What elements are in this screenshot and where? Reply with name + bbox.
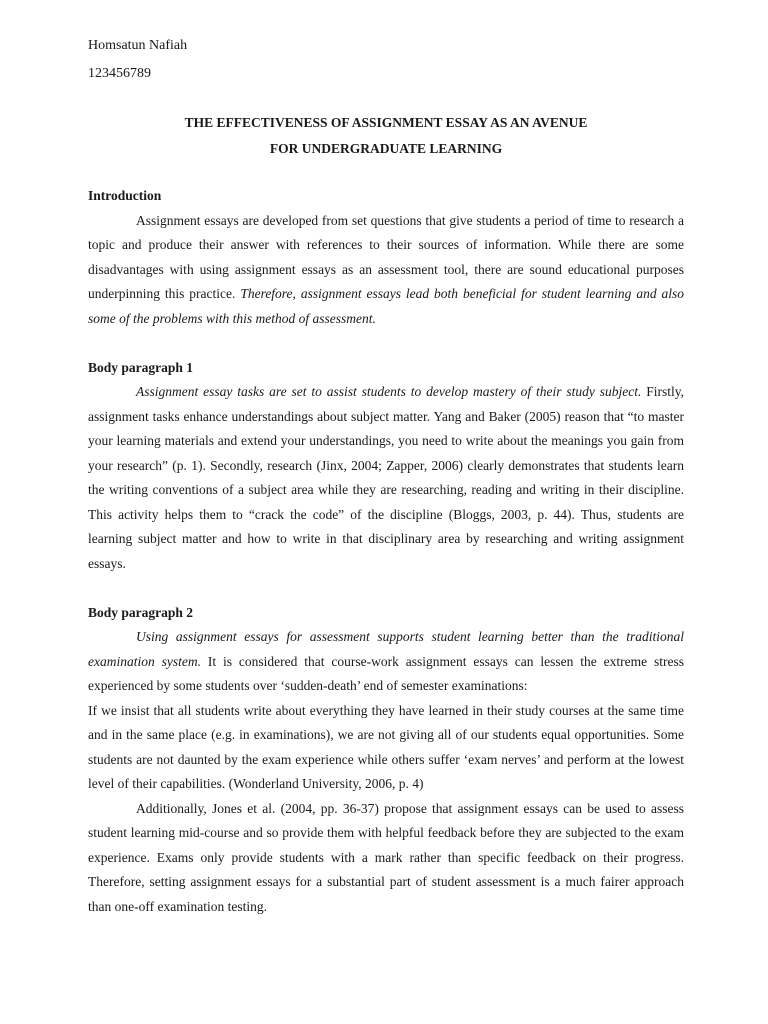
body-paragraph-1-text: Firstly, assignment tasks enhance understandings about subject matter. Yang and Baker (2005) reason that “to master your learning materials and extend your understandings, you need to write about the meanings you gain from your research” (p. 1). Secondly, research (Jinx, 2004; Zapper, 2006) clearly demonstrates that students learn the writing conventions of a subject area while they are researching, reading and writing in their discipline. This activity helps them to “crack the code” of the discipline (Bloggs, 2003, p. 44). Thus, students are learning subject matter and how to write in that disciplinary area by researching and writing assignment essays.: [88, 384, 684, 571]
body-paragraph-2-topic-sentence: Using assignment essays for assessment supports student learning better than the traditional examination system.: [88, 629, 684, 669]
introduction-paragraph: [88, 209, 684, 332]
body-paragraph-1-topic-sentence: Assignment essay tasks are set to assist students to develop mastery of their study subject.: [136, 384, 642, 399]
body-paragraph-2-continued: Additionally, Jones et al. (2004, pp. 36-37) propose that assignment essays can be used to assess student learning mid-course and so provide them with helpful feedback before they are subjected to the exam experience. Exams only provide students with a mark rather than specific feedback on their progress. Therefore, setting assignment essays for a substantial part of student assessment is a much fairer approach than one-off examination testing.: [88, 800, 684, 914]
body-paragraph-2: [88, 625, 684, 699]
spacer: [88, 576, 684, 601]
introduction-thesis: Therefore, assignment essays lead both beneficial for student learning and also some of the problems with this method of assessment.: [88, 286, 684, 326]
body-paragraph-2-text: It is considered that course-work assignment essays can lessen the extreme stress experienced by some students over ‘sudden-death’ end of semester examinations:: [88, 653, 685, 693]
document-title: [88, 110, 684, 162]
author-name: Homsatun Nafiah: [88, 38, 188, 53]
title-line-2: FOR UNDERGRADUATE LEARNING: [269, 141, 503, 156]
spacer: [88, 331, 684, 356]
title-line-1: THE EFFECTIVENESS OF ASSIGNMENT ESSAY AS AN AVENUE: [184, 115, 588, 130]
student-id: 123456789: [88, 66, 151, 81]
introduction-text: Assignment essays are developed from set questions that give students a period of time to research a topic and produce their answer with references to their sources of information. While there are some disadvantages with using assignment essays as an assessment tool, there are sound educational purposes underpinning this practice.: [88, 212, 684, 301]
introduction-heading: Introduction: [88, 188, 162, 203]
body-paragraph-1: [88, 380, 684, 576]
body-paragraph-2-heading: Body paragraph 2: [88, 604, 194, 620]
block-quote: If we insist that all students write about everything they have learned in their study courses at the same time and in the same place (e.g. in examinations), we are not giving all of our students equal opportunities. Some students are not daunted by the exam experience while others suffer ‘exam nerves’ and perform at the lowest level of their capabilities. (Wonderland University, 2006, p. 4): [88, 702, 684, 791]
body-paragraph-1-heading: Body paragraph 1: [88, 359, 194, 375]
spacer: [88, 162, 684, 184]
